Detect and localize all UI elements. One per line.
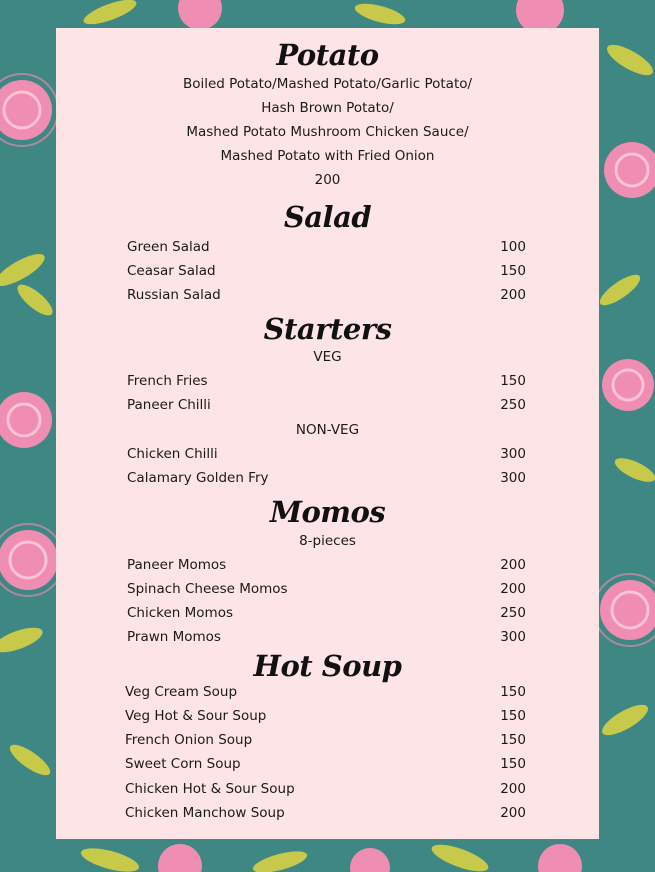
menu-item-name: Chicken Hot & Sour Soup [125,781,295,797]
menu-item-price: 150 [500,373,526,389]
menu-item-price: 200 [500,581,526,597]
starters-veg-label: VEG [313,349,342,365]
menu-item-name: Paneer Momos [127,557,227,573]
menu-item-name: Paneer Chilli [127,397,211,413]
menu-item-price: 300 [500,446,526,462]
menu-item-name: Ceasar Salad [127,263,216,279]
menu-item-price: 150 [500,263,526,279]
section-title-potato: Potato [276,38,379,72]
menu-item-name: Calamary Golden Fry [127,470,269,486]
menu-item-name: Chicken Chilli [127,446,218,462]
menu-item-name: French Onion Soup [125,732,253,748]
menu-item-price: 200 [500,805,526,821]
menu-item-name: Russian Salad [127,287,221,303]
section-title-momos: Momos [269,495,386,529]
menu-item-price: 300 [500,629,526,645]
menu-item-price: 150 [500,684,526,700]
menu-item-name: Veg Cream Soup [125,684,238,700]
potato-line: Mashed Potato Mushroom Chicken Sauce/ [186,124,469,140]
menu-item-price: 200 [500,557,526,573]
section-title-salad: Salad [283,200,372,234]
menu-item-price: 300 [500,470,526,486]
menu-item-name: Green Salad [127,239,210,255]
menu-item-price: 150 [500,708,526,724]
menu-item-price: 100 [500,239,526,255]
potato-line: Hash Brown Potato/ [261,100,394,116]
menu-item-name: Sweet Corn Soup [125,756,241,772]
menu-item-name: Spinach Cheese Momos [127,581,288,597]
potato-line: Mashed Potato with Fried Onion [220,148,435,164]
menu-card [56,28,599,839]
menu-item-price: 250 [500,605,526,621]
section-title-hot-soup: Hot Soup [253,649,402,683]
menu-item-name: Veg Hot & Sour Soup [125,708,267,724]
menu-item-price: 250 [500,397,526,413]
menu-item-price: 150 [500,756,526,772]
section-title-starters: Starters [263,312,392,346]
menu-item-name: French Fries [127,373,208,389]
menu-item-price: 200 [500,781,526,797]
menu-item-name: Prawn Momos [127,629,221,645]
menu-item-name: Chicken Manchow Soup [125,805,285,821]
starters-nonveg-label: NON-VEG [295,422,360,438]
menu-item-price: 150 [500,732,526,748]
potato-line: Boiled Potato/Mashed Potato/Garlic Potato/ [182,76,473,92]
menu-item-price: 200 [500,287,526,303]
menu-item-name: Chicken Momos [127,605,233,621]
potato-price: 200 [314,172,341,188]
momos-subtitle: 8-pieces [299,533,356,549]
